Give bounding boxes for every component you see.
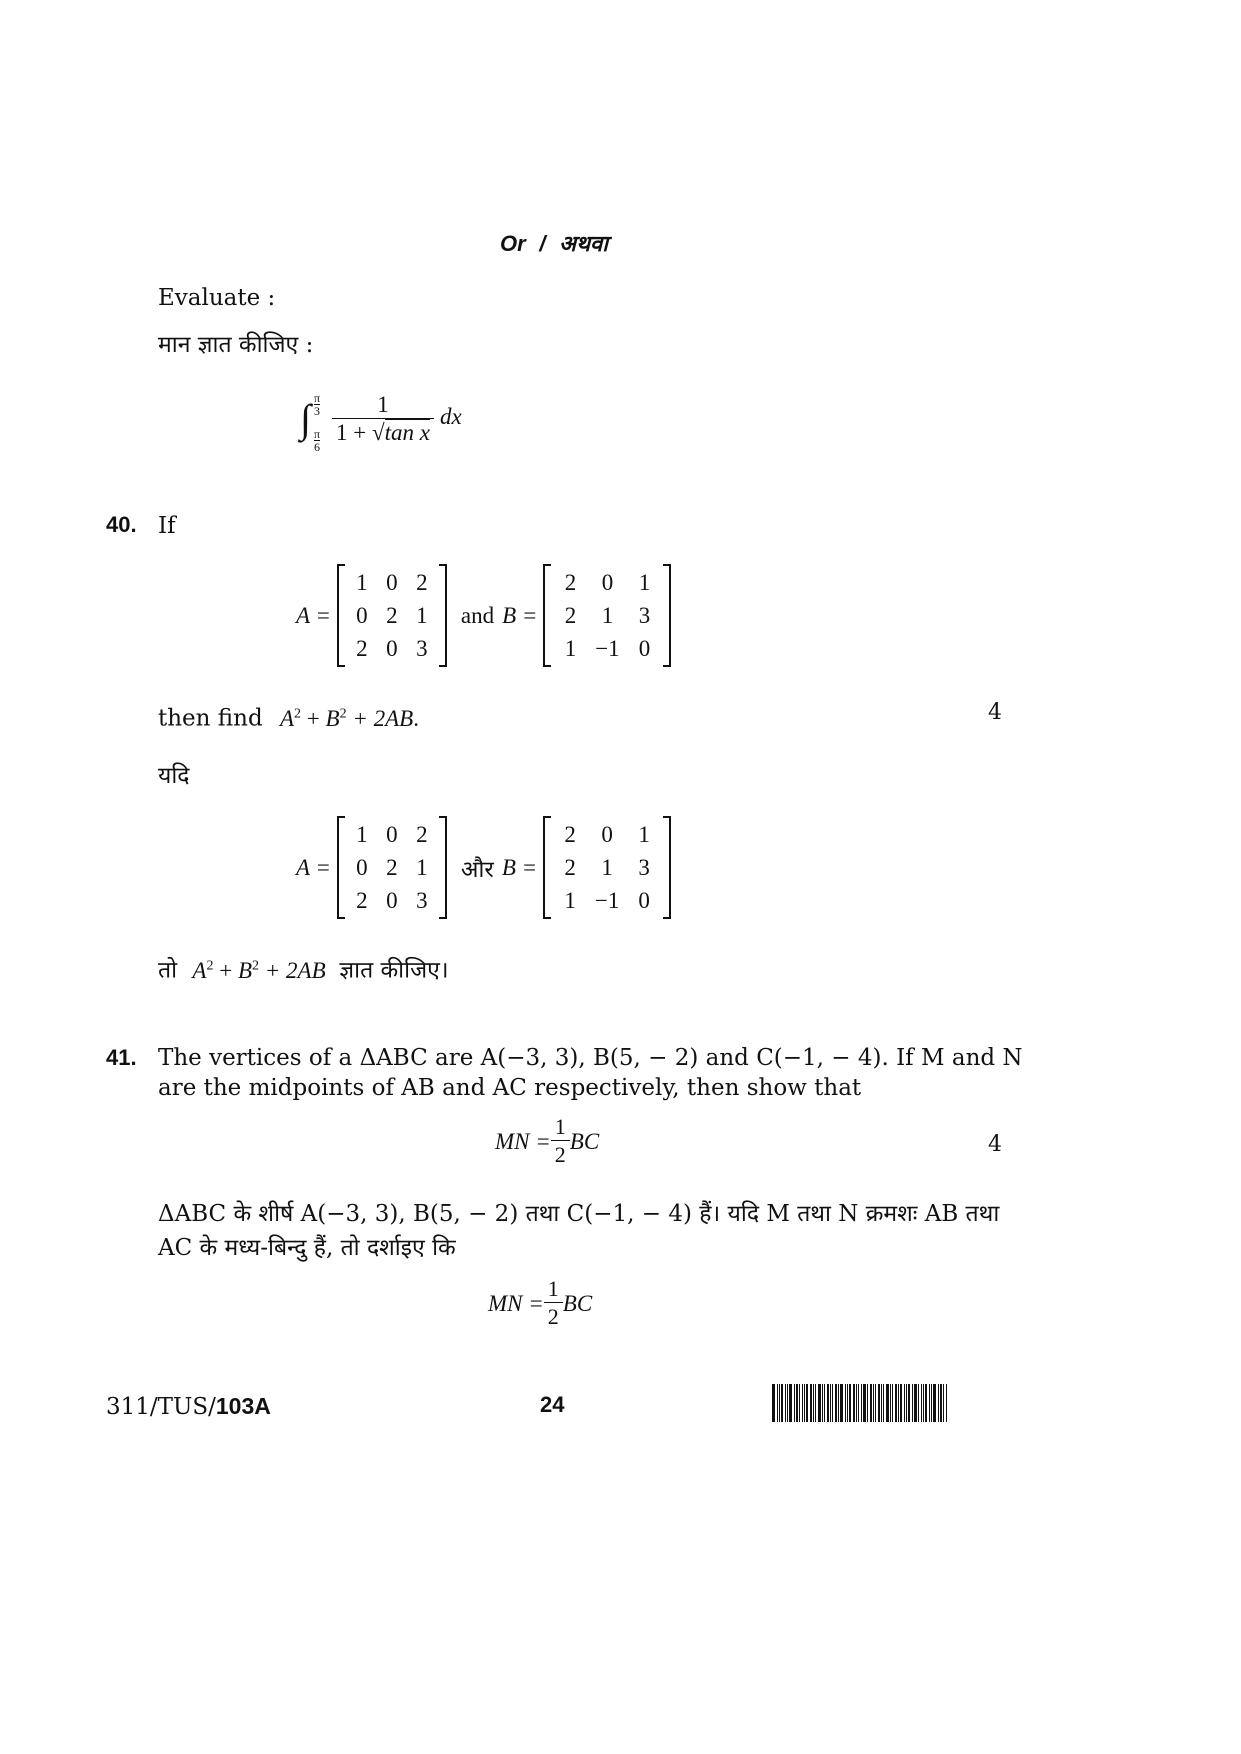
barcode-bar xyxy=(847,1384,848,1422)
integral-dx: dx xyxy=(440,404,462,429)
barcode-bar xyxy=(923,1384,924,1422)
barcode-bar xyxy=(906,1384,907,1422)
barcode-bar xyxy=(863,1384,866,1422)
barcode-bar xyxy=(796,1384,798,1422)
barcode-bar xyxy=(787,1384,788,1422)
and-text-hindi: और xyxy=(460,856,494,882)
integrand-numerator: 1 xyxy=(377,392,389,417)
barcode-bar xyxy=(870,1384,872,1422)
mn-formula-lhs: MN = xyxy=(495,1128,551,1154)
barcode-bar xyxy=(835,1384,837,1422)
q41-hindi-line-1: ΔABC के शीर्ष A(−3, 3), B(5, − 2) तथा C(−1, − 4) हैं। यदि M तथा N क्रमशः AB तथा xyxy=(158,1201,1000,1227)
barcode-bar xyxy=(806,1384,808,1422)
barcode-bar xyxy=(845,1384,846,1422)
matrix-b-label: B = xyxy=(502,602,538,628)
paper-code-bold: 103A xyxy=(215,1393,271,1419)
barcode-bar xyxy=(886,1384,889,1422)
barcode-bar xyxy=(883,1384,884,1422)
matrix-b-label-hi: B = xyxy=(501,854,538,880)
matrix-a: 1 0 2 0 2 1 2 0 3 xyxy=(337,564,447,667)
page-number: 24 xyxy=(540,1392,565,1417)
barcode-bar xyxy=(856,1384,857,1422)
barcode-bar xyxy=(822,1384,823,1422)
barcode-bar xyxy=(933,1384,936,1422)
integrand-denominator: 1 + √tan x xyxy=(332,418,434,447)
barcode-bar xyxy=(789,1384,792,1422)
barcode-bar xyxy=(867,1384,868,1422)
find-text-hindi: ज्ञात कीजिए। xyxy=(339,957,449,984)
barcode-bar xyxy=(853,1384,855,1422)
marks-q41: 4 xyxy=(988,1132,1002,1157)
and-text: and xyxy=(460,602,495,628)
matrix-definition-en xyxy=(296,564,671,667)
barcode-bar xyxy=(810,1384,812,1422)
q41-hindi-line-2: AC के मध्य-बिन्दु हैं, तो दर्शाइए कि xyxy=(158,1235,456,1261)
if-text-hindi: यदि xyxy=(158,763,190,789)
mn-formula-lhs-hi: MN = xyxy=(488,1290,544,1316)
barcode-bar xyxy=(875,1384,876,1422)
barcode-bar xyxy=(914,1384,917,1422)
then-find-line-hindi xyxy=(158,950,449,987)
barcode-bar xyxy=(799,1384,800,1422)
barcode xyxy=(772,1384,1004,1422)
matrix-definition-hi xyxy=(296,816,671,919)
or-heading xyxy=(500,228,608,258)
barcode-bar xyxy=(943,1384,944,1422)
question-number-40: 40. xyxy=(106,512,137,537)
expression-a2b2-hi: $A^2 + B^2 + 2AB$ xyxy=(192,957,326,983)
barcode-bar xyxy=(785,1384,786,1422)
sqrt-sign: √ xyxy=(371,420,385,445)
barcode-bar xyxy=(781,1384,783,1422)
question-number-41: 41. xyxy=(106,1045,137,1070)
barcode-bar xyxy=(892,1384,893,1422)
barcode-bar xyxy=(912,1384,913,1422)
to-text-hindi: तो xyxy=(158,957,178,984)
integral-expression xyxy=(300,392,500,456)
evaluate-text: Evaluate : xyxy=(158,285,276,311)
barcode-bar xyxy=(858,1384,859,1422)
barcode-bar xyxy=(804,1384,805,1422)
barcode-bar xyxy=(921,1384,922,1422)
barcode-bar xyxy=(881,1384,882,1422)
evaluate-text-hindi: मान ज्ञात कीजिए : xyxy=(158,332,314,358)
barcode-bar xyxy=(890,1384,891,1422)
integral-upper-limit: π 3 xyxy=(314,391,321,418)
barcode-bar xyxy=(878,1384,880,1422)
q41-text-line-2: are the midpoints of AB and AC respectively, then show that xyxy=(158,1075,862,1101)
barcode-bar xyxy=(931,1384,932,1422)
integral-lower-limit: π 6 xyxy=(314,427,321,454)
barcode-bar xyxy=(918,1384,919,1422)
mn-formula-rhs-hi: BC xyxy=(562,1290,593,1316)
barcode-bar xyxy=(815,1384,816,1422)
barcode-bar xyxy=(777,1384,778,1422)
barcode-bar xyxy=(849,1384,851,1422)
integral-sign: ∫ xyxy=(300,396,311,441)
matrix-b-hi: 2 0 1 2 1 3 1 −1 0 xyxy=(543,816,671,919)
or-label-hindi: अथवा xyxy=(559,231,608,257)
barcode-bar xyxy=(838,1384,839,1422)
mn-formula-rhs: BC xyxy=(569,1128,600,1154)
barcode-bar xyxy=(925,1384,927,1422)
q41-text-line-1: The vertices of a ΔABC are A(−3, 3), B(5, − 2) and C(−1, − 4). If M and N xyxy=(158,1045,1023,1071)
barcode-bar xyxy=(898,1384,899,1422)
barcode-bar xyxy=(794,1384,795,1422)
barcode-bar xyxy=(813,1384,814,1422)
barcode-bar xyxy=(861,1384,862,1422)
integrand-fraction xyxy=(332,392,434,447)
barcode-bar xyxy=(904,1384,905,1422)
if-text: If xyxy=(158,513,176,539)
barcode-bar xyxy=(840,1384,843,1422)
barcode-bar xyxy=(873,1384,874,1422)
or-separator: / xyxy=(539,231,546,256)
matrix-a-label: A = xyxy=(296,602,331,628)
barcode-bar xyxy=(900,1384,902,1422)
barcode-bar xyxy=(827,1384,829,1422)
then-find-line xyxy=(158,698,419,735)
barcode-bar xyxy=(929,1384,930,1422)
barcode-bar xyxy=(818,1384,821,1422)
barcode-bar xyxy=(908,1384,910,1422)
half-fraction: $\frac{1}{2}$ xyxy=(551,1114,570,1169)
matrix-b: 2 0 1 2 1 3 1 −1 0 xyxy=(543,564,671,667)
barcode-bar xyxy=(772,1384,775,1422)
barcode-bar xyxy=(830,1384,831,1422)
matrix-a-hi: 1 0 2 0 2 1 2 0 3 xyxy=(337,816,447,919)
paper-code-normal: 311/TUS/ xyxy=(106,1394,216,1420)
marks-q40: 4 xyxy=(988,700,1002,725)
barcode-bar xyxy=(779,1384,780,1422)
barcode-bar xyxy=(832,1384,833,1422)
barcode-bar xyxy=(895,1384,897,1422)
barcode-bar xyxy=(938,1384,939,1422)
mn-formula-hindi xyxy=(488,1276,592,1331)
matrix-a-label-hi: A = xyxy=(296,854,331,880)
barcode-bar xyxy=(802,1384,803,1422)
paper-code xyxy=(106,1390,271,1423)
barcode-bar xyxy=(940,1384,942,1422)
barcode-bar xyxy=(824,1384,825,1422)
or-label: Or xyxy=(500,231,526,256)
then-find-text: then find xyxy=(158,705,263,732)
mn-formula xyxy=(495,1114,599,1169)
half-fraction-hi: $\frac{1}{2}$ xyxy=(544,1276,563,1331)
barcode-bar xyxy=(946,1384,947,1422)
expression-a2b2: $A^2 + B^2 + 2AB$. xyxy=(279,705,419,731)
